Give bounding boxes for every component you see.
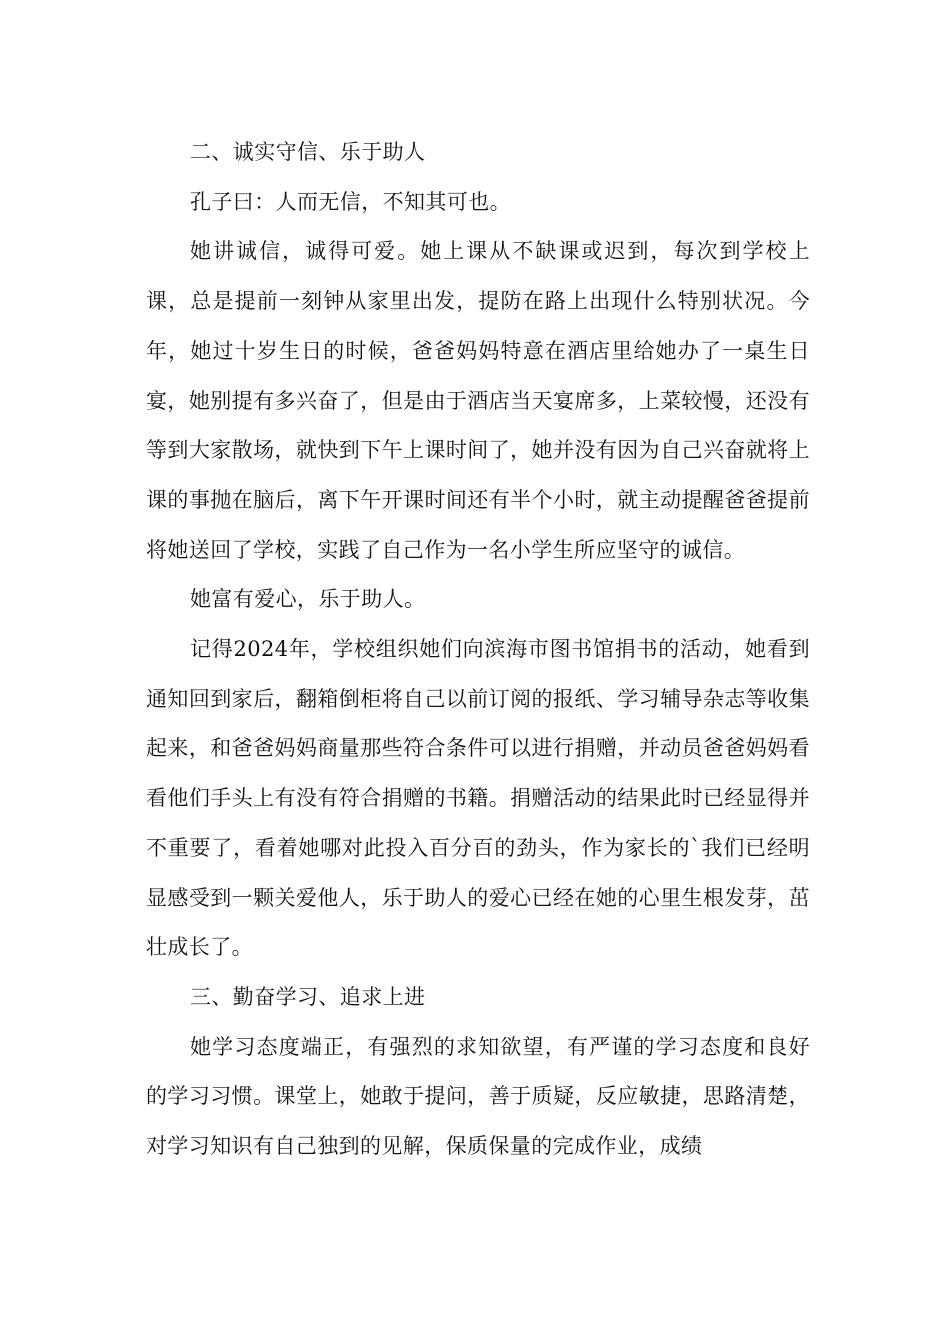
- paragraph-study: 她学习态度端正，有强烈的求知欲望，有严谨的学习态度和良好的学习习惯。课堂上，她敢于提问，善于质疑，反应敏捷，思路清楚，对学习知识有自己独到的见解，保质保量的完成作业，成绩: [146, 1034, 810, 1159]
- paragraph-caring: 她富有爱心，乐于助人。: [190, 587, 426, 612]
- section-heading-study: 三、勤奋学习、追求上进: [190, 984, 426, 1009]
- document-page: [146, 128, 810, 1172]
- section-heading-honesty: 二、诚实守信、乐于助人: [190, 140, 426, 164]
- confucius-quote: 孔子曰：人而无信，不知其可也。: [190, 189, 511, 214]
- paragraph-donation: 记得2024年，学校组织她们向滨海市图书馆捐书的活动，她看到通知回到家后，翻箱倒柜将自己以前订阅的报纸、学习辅导杂志等收集起来，和爸爸妈妈商量那些符合条件可以进行捐赠，并动员爸爸妈妈看看他们手头上有没有符合捐赠的书籍。捐赠活动的结果此时已经显得并不重要了，看着她哪对此投入百分百的劲头，作为家长的`我们已经明显感受到一颗关爱他人，乐于助人的爱心已经在她的心里生根发芽，茁壮成长了。: [146, 637, 810, 960]
- paragraph-honesty: 她讲诚信，诚得可爱。她上课从不缺课或迟到，每次到学校上课，总是提前一刻钟从家里出发，提防在路上出现什么特别状况。今年，她过十岁生日的时候，爸爸妈妈特意在酒店里给她办了一桌生日宴，她别提有多兴奋了，但是由于酒店当天宴席多，上菜较慢，还没有等到大家散场，就快到下午上课时间了，她并没有因为自己兴奋就将上课的事抛在脑后，离下午开课时间还有半个小时，就主动提醒爸爸提前将她送回了学校，实践了自己作为一名小学生所应坚守的诚信。: [146, 239, 810, 562]
